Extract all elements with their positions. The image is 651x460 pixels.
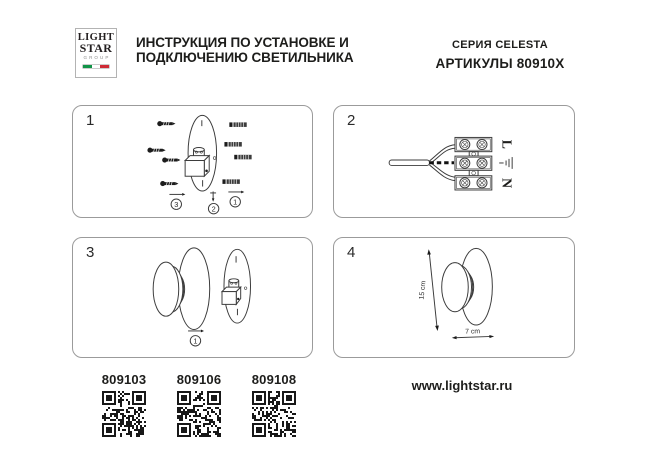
dimensions-diagram	[334, 238, 574, 357]
earth-ground-icon	[499, 157, 512, 169]
page-title	[136, 35, 353, 65]
marker-1	[228, 191, 244, 207]
neutral-label: N	[499, 178, 515, 189]
height-dimension	[419, 249, 439, 331]
italy-flag-icon	[83, 65, 109, 68]
lightstar-logo	[75, 28, 117, 78]
step-4-panel	[333, 237, 575, 358]
luminaire-body	[153, 248, 210, 330]
flag-green-segment	[83, 65, 92, 68]
wall-anchor-icon	[222, 122, 251, 183]
qr-code	[102, 391, 146, 437]
flag-white-segment	[92, 65, 101, 68]
step-number: 1	[86, 112, 95, 129]
step-number: 3	[86, 244, 95, 261]
mounting-hardware-diagram	[73, 106, 312, 217]
qr-block-809103	[94, 372, 154, 437]
supply-cable	[389, 145, 455, 181]
svg-text:1: 1	[193, 336, 198, 346]
svg-text:2: 2	[211, 204, 216, 214]
series-block	[430, 39, 570, 71]
screw-icon	[147, 121, 180, 186]
step-2-panel	[333, 105, 575, 218]
page-title-line-2: ПОДКЛЮЧЕНИЮ СВЕТИЛЬНИКА	[136, 50, 354, 65]
marker-3	[169, 193, 185, 209]
page-title-line-1: ИНСТРУКЦИЯ ПО УСТАНОВКЕ И	[136, 35, 349, 50]
mounting-plate	[185, 115, 216, 191]
article-label: 809106	[176, 372, 222, 387]
qr-code	[177, 391, 221, 437]
svg-text:1: 1	[233, 197, 238, 207]
mounting-plate	[222, 249, 251, 323]
step-number: 2	[347, 112, 356, 129]
svg-text:3: 3	[174, 199, 179, 209]
marker-2	[208, 191, 218, 213]
qr-block-809108	[244, 372, 304, 437]
flag-red-segment	[100, 65, 109, 68]
article-numbers: АРТИКУЛЫ 80910X	[435, 56, 565, 71]
logo-word-light: LIGHT	[77, 32, 115, 43]
logo-word-group: GROUP	[83, 55, 111, 60]
wiring-diagram	[334, 106, 574, 217]
width-value: 7 cm	[465, 328, 481, 336]
width-dimension	[452, 328, 494, 339]
height-value: 15 cm	[418, 280, 428, 300]
marker-1	[188, 330, 204, 346]
step-number: 4	[347, 244, 356, 261]
qr-block-809106	[169, 372, 229, 437]
terminal-block	[455, 137, 492, 190]
series-name: СЕРИЯ CELESTA	[452, 39, 548, 51]
website-url: www.lightstar.ru	[411, 378, 513, 393]
logo-word-star: STAR	[79, 41, 113, 55]
luminaire-attachment-diagram	[73, 238, 312, 357]
article-label: 809108	[251, 372, 297, 387]
step-1-panel	[72, 105, 313, 218]
step-3-panel	[72, 237, 313, 358]
luminaire-body	[442, 248, 493, 325]
article-label: 809103	[101, 372, 147, 387]
wire-labels	[499, 140, 514, 188]
qr-code	[252, 391, 296, 437]
live-label: L	[499, 139, 515, 149]
